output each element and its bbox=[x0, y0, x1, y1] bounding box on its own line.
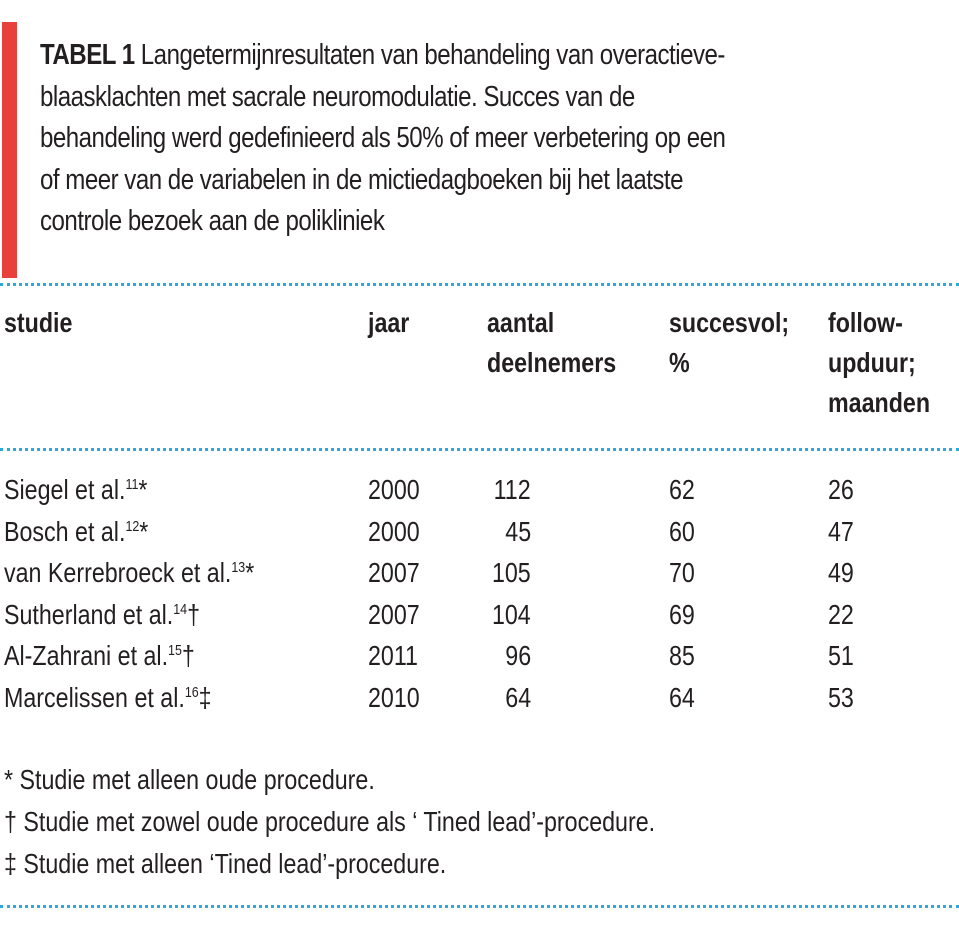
footnote-mark: * bbox=[245, 557, 255, 588]
cell-studie bbox=[4, 636, 195, 676]
header-succesvol-line-2: % bbox=[669, 347, 690, 378]
table-caption bbox=[40, 35, 945, 243]
footnote-double-dagger: ‡ Studie met alleen ‘Tined lead’-procedure. bbox=[4, 848, 447, 879]
header-jaar: jaar bbox=[368, 307, 410, 338]
cell-aantal: 112 bbox=[493, 474, 531, 505]
cell-followup: 49 bbox=[828, 557, 854, 588]
footnote-mark: ‡ bbox=[198, 681, 212, 713]
cell-jaar: 2010 bbox=[368, 681, 420, 713]
cell-jaar: 2007 bbox=[368, 598, 420, 630]
caption-line-1-text: Langetermijnresultaten van behandeling van overactieve- bbox=[140, 39, 725, 71]
reference-number: 12 bbox=[125, 517, 140, 535]
header-succesvol bbox=[669, 303, 789, 383]
study-name: Bosch et al. bbox=[4, 515, 126, 547]
cell-aantal: 64 bbox=[505, 681, 531, 713]
caption-accent-bar bbox=[2, 22, 17, 278]
header-followup-line-1: follow- bbox=[828, 307, 903, 338]
top-dotted-rule bbox=[0, 283, 959, 286]
cell-succesvol: 60 bbox=[669, 515, 695, 547]
cell-followup: 47 bbox=[828, 515, 854, 547]
cell-studie bbox=[4, 470, 147, 510]
caption-line-1 bbox=[40, 35, 945, 77]
study-name: Sutherland et al. bbox=[4, 598, 174, 630]
caption-line-4: of meer van de variabelen in de mictiedagboeken bij het laatste bbox=[40, 163, 684, 196]
caption-label: TABEL 1 bbox=[40, 39, 135, 71]
bottom-dotted-rule bbox=[0, 905, 959, 908]
cell-followup: 26 bbox=[828, 474, 854, 505]
header-aantal bbox=[487, 303, 616, 383]
cell-studie bbox=[4, 678, 212, 718]
reference-number: 15 bbox=[168, 642, 182, 659]
header-succesvol-line-1: succesvol; bbox=[669, 307, 790, 338]
caption-line-2: blaasklachten met sacrale neuromodulatie. Succes van de bbox=[40, 80, 635, 113]
study-name: Marcelissen et al. bbox=[4, 681, 185, 713]
header-followup bbox=[828, 303, 930, 423]
study-name: Al-Zahrani et al. bbox=[4, 640, 169, 671]
header-followup-line-2: upduur; bbox=[828, 347, 916, 378]
cell-studie bbox=[4, 595, 200, 635]
reference-number: 11 bbox=[125, 476, 139, 493]
cell-followup: 51 bbox=[828, 640, 854, 671]
footnote-asterisk: * Studie met alleen oude procedure. bbox=[4, 764, 375, 795]
cell-succesvol: 85 bbox=[669, 640, 695, 671]
header-followup-line-3: maanden bbox=[828, 387, 931, 418]
header-dotted-rule bbox=[0, 448, 959, 451]
cell-studie bbox=[4, 553, 254, 593]
cell-studie bbox=[4, 512, 148, 552]
header-aantal-line-1: aantal bbox=[487, 307, 555, 338]
footnote-mark: † bbox=[187, 598, 201, 630]
footnote-mark: † bbox=[181, 640, 195, 671]
study-name: van Kerrebroeck et al. bbox=[4, 557, 232, 588]
study-name: Siegel et al. bbox=[4, 474, 126, 505]
caption-line-5: controle bezoek aan de polikliniek bbox=[40, 205, 385, 237]
caption-line-3: behandeling werd gedefinieerd als 50% of meer verbetering op een bbox=[40, 122, 726, 154]
cell-succesvol: 69 bbox=[669, 598, 695, 630]
reference-number: 16 bbox=[184, 683, 199, 701]
header-aantal-line-2: deelnemers bbox=[487, 347, 617, 378]
cell-jaar: 2000 bbox=[368, 474, 420, 505]
cell-followup: 53 bbox=[828, 681, 854, 713]
cell-aantal: 104 bbox=[492, 598, 531, 630]
cell-followup: 22 bbox=[828, 598, 854, 630]
cell-aantal: 45 bbox=[505, 515, 531, 547]
cell-jaar: 2007 bbox=[368, 557, 420, 588]
cell-succesvol: 62 bbox=[669, 474, 695, 505]
cell-jaar: 2011 bbox=[368, 640, 418, 671]
reference-number: 14 bbox=[173, 600, 188, 618]
footnote-dagger: † Studie met zowel oude procedure als ‘ Tined lead’-procedure. bbox=[4, 806, 656, 837]
footnote-mark: * bbox=[138, 474, 148, 505]
footnote-mark: * bbox=[139, 515, 149, 547]
cell-succesvol: 70 bbox=[669, 557, 695, 588]
cell-aantal: 105 bbox=[492, 557, 531, 588]
header-studie: studie bbox=[4, 307, 73, 338]
cell-succesvol: 64 bbox=[669, 681, 695, 713]
cell-jaar: 2000 bbox=[368, 515, 420, 547]
cell-aantal: 96 bbox=[505, 640, 531, 671]
reference-number: 13 bbox=[231, 559, 246, 576]
